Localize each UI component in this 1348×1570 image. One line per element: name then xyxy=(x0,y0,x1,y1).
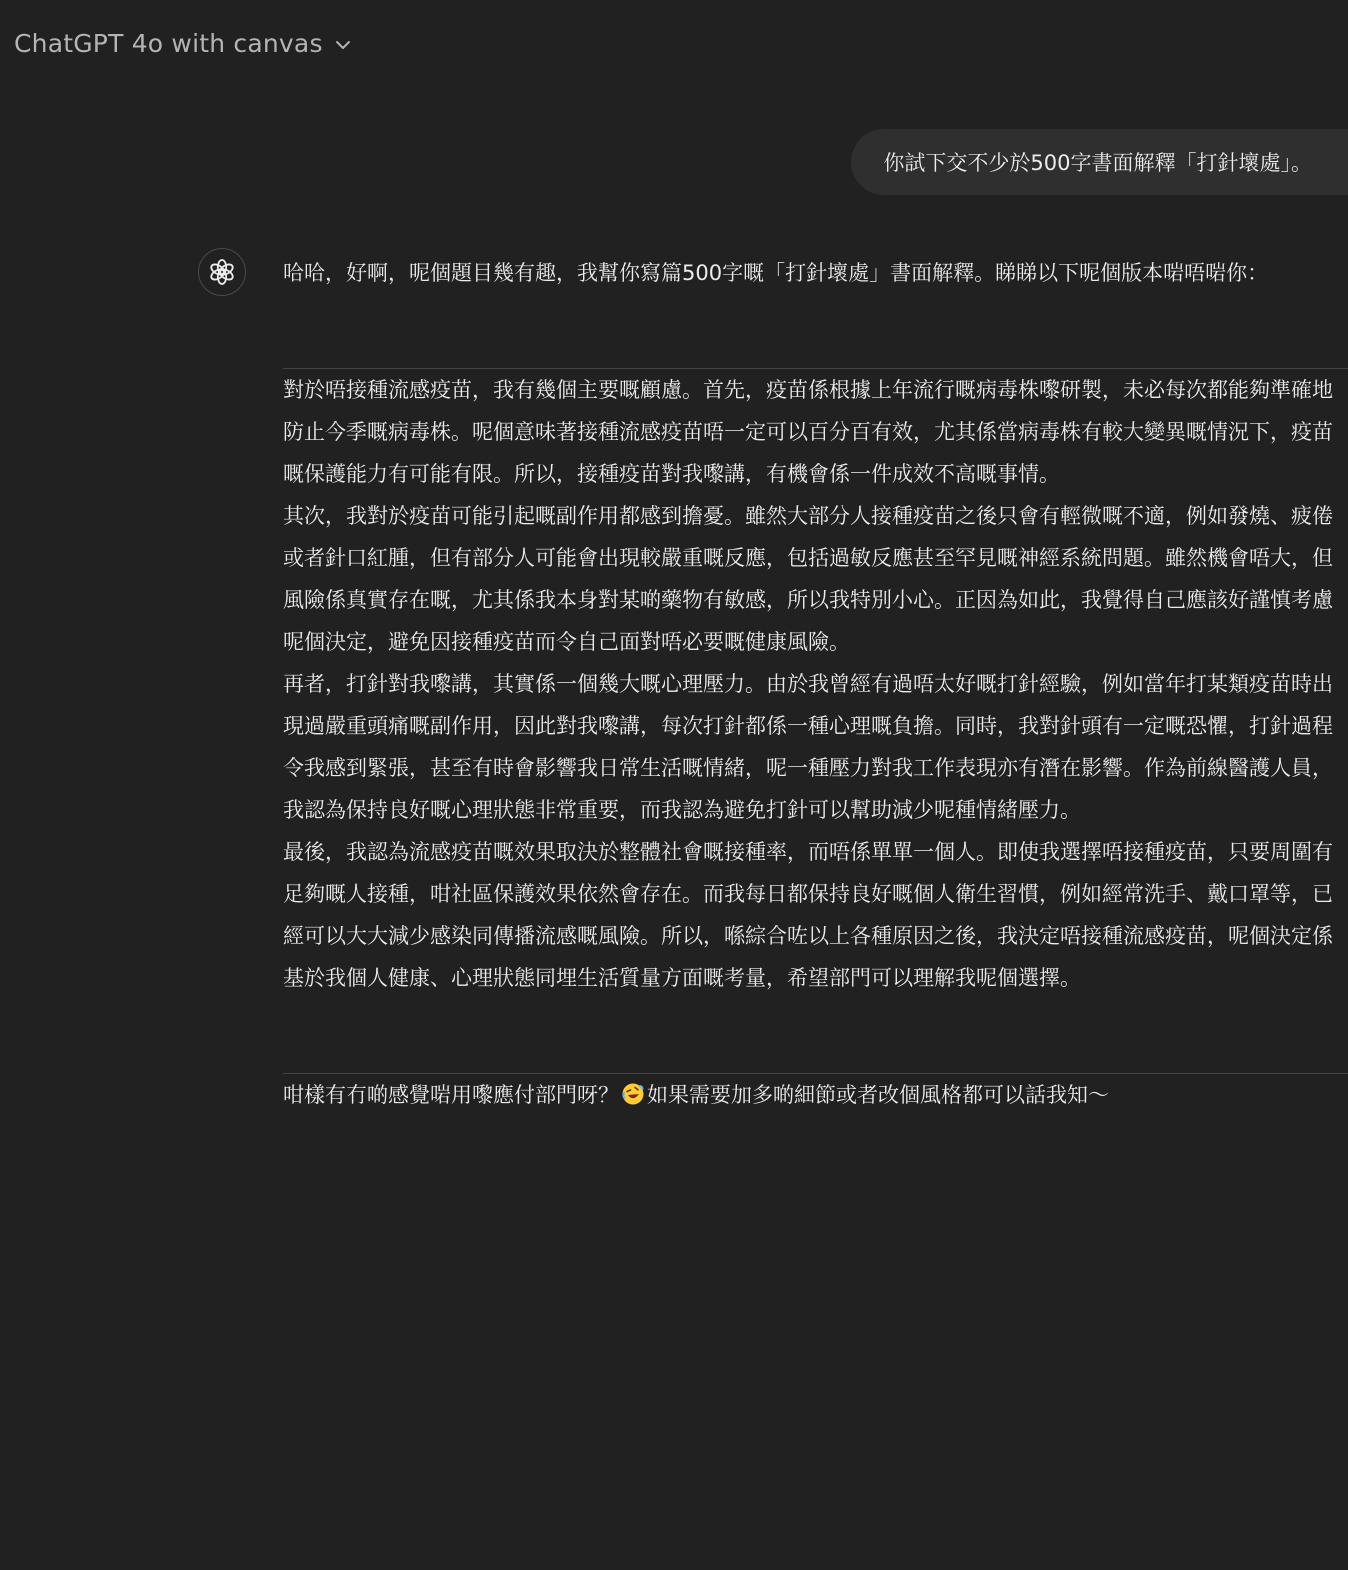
answer-paragraph-1: 對於唔接種流感疫苗，我有幾個主要嘅顧慮。首先，疫苗係根據上年流行嘅病毒株嚟研製，未必每次都能夠準確地防止今季嘅病毒株。呢個意味著接種流感疫苗唔一定可以百分百有效，尤其係當病毒株有較大變異嘅情況下，疫苗嘅保護能力有可能有限。所以，接種疫苗對我嚟講，有機會係一件成效不高嘅事情。 xyxy=(283,378,1333,486)
model-selector[interactable] xyxy=(14,22,353,64)
assistant-avatar xyxy=(198,248,246,296)
top-bar xyxy=(0,0,1348,86)
assistant-message xyxy=(283,252,1341,1116)
user-message-text: 你試下交不少於500字書面解釋「打針壞處」。 xyxy=(883,151,1312,175)
answer-paragraph-3: 再者，打針對我嚟講，其實係一個幾大嘅心理壓力。由於我曾經有過唔太好嘅打針經驗，例如當年打某類疫苗時出現過嚴重頭痛嘅副作用，因此對我嚟講，每次打針都係一種心理嘅負擔。同時，我對針頭有一定嘅恐懼，打針過程令我感到緊張，甚至有時會影響我日常生活嘅情緒，呢一種壓力對我工作表現亦有潛在影響。作為前線醫護人員，我認為保持良好嘅心理狀態非常重要，而我認為避免打針可以幫助減少呢種情緒壓力。 xyxy=(283,672,1333,822)
model-name: ChatGPT 4o with canvas xyxy=(14,28,323,58)
openai-logo-icon xyxy=(208,258,236,286)
rofl-emoji-icon xyxy=(621,1082,645,1106)
user-message-bubble xyxy=(851,129,1348,195)
assistant-closing xyxy=(283,1074,1341,1116)
chevron-down-icon xyxy=(333,35,353,55)
assistant-intro: 哈哈，好啊，呢個題目幾有趣，我幫你寫篇500字嘅「打針壞處」書面解釋。睇睇以下呢個版本啱唔啱你： xyxy=(283,261,1269,285)
answer-paragraph-4: 最後，我認為流感疫苗嘅效果取決於整體社會嘅接種率，而唔係單單一個人。即使我選擇唔接種疫苗，只要周圍有足夠嘅人接種，咁社區保護效果依然會存在。而我每日都保持良好嘅個人衛生習慣，例如經常洗手、戴口罩等，已經可以大大減少感染同傳播流感嘅風險。所以，喺綜合咗以上各種原因之後，我決定唔接種流感疫苗，呢個決定係基於我個人健康、心理狀態同埋生活質量方面嘅考量，希望部門可以理解我呢個選擇。 xyxy=(283,840,1333,990)
answer-paragraph-2: 其次，我對於疫苗可能引起嘅副作用都感到擔憂。雖然大部分人接種疫苗之後只會有輕微嘅不適，例如發燒、疲倦或者針口紅腫，但有部分人可能會出現較嚴重嘅反應，包括過敏反應甚至罕見嘅神經系統問題。雖然機會唔大，但風險係真實存在嘅，尤其係我本身對某啲藥物有敏感，所以我特別小心。正因為如此，我覺得自己應該好謹慎考慮呢個決定，避免因接種疫苗而令自己面對唔必要嘅健康風險。 xyxy=(283,504,1333,654)
closing-text-before: 咁樣有冇啲感覺啱用嚟應付部門呀？ xyxy=(283,1083,619,1107)
closing-text-after: 如果需要加多啲細節或者改個風格都可以話我知～ xyxy=(647,1083,1109,1107)
